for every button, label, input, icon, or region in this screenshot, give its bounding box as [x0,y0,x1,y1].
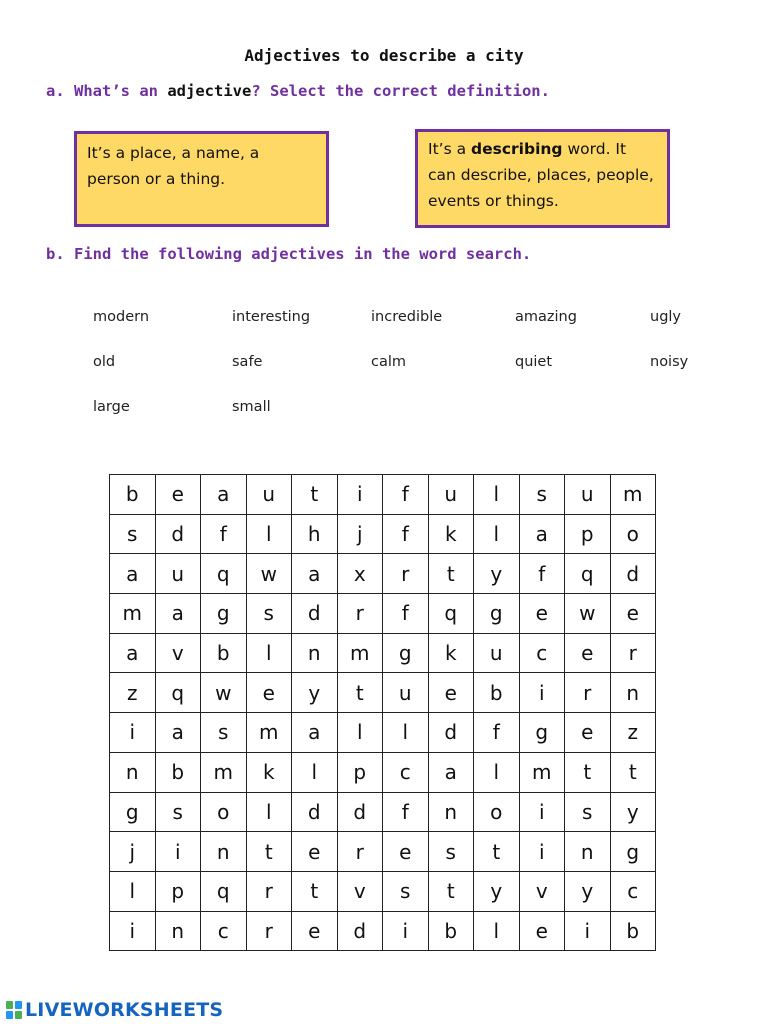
grid-row [110,514,656,554]
grid-cell[interactable]: i [110,911,156,951]
grid-cell[interactable]: j [110,832,156,872]
grid-cell[interactable]: c [201,911,247,951]
grid-cell[interactable]: t [610,752,656,792]
grid-cell[interactable]: i [519,792,565,832]
word-list-item: large [93,399,130,415]
grid-cell[interactable]: c [383,752,429,792]
grid-cell[interactable]: l [474,475,520,515]
grid-cell[interactable]: u [246,475,292,515]
grid-cell[interactable]: l [246,792,292,832]
grid-cell[interactable]: b [610,911,656,951]
grid-row [110,832,656,872]
grid-cell[interactable]: r [565,673,611,713]
grid-cell[interactable]: y [292,673,338,713]
word-search-grid [109,474,656,951]
grid-cell[interactable]: w [201,673,247,713]
grid-cell[interactable]: u [155,554,201,594]
grid-row [110,792,656,832]
grid-cell[interactable]: e [428,673,474,713]
grid-cell[interactable]: f [383,594,429,634]
grid-cell[interactable]: r [337,594,383,634]
grid-cell[interactable]: i [519,673,565,713]
grid-cell[interactable]: i [565,911,611,951]
grid-cell[interactable]: o [201,792,247,832]
grid-row [110,911,656,951]
grid-cell[interactable]: q [565,554,611,594]
grid-cell[interactable]: u [474,633,520,673]
grid-cell[interactable]: r [383,554,429,594]
grid-cell[interactable]: z [110,673,156,713]
grid-cell[interactable]: v [155,633,201,673]
grid-cell[interactable]: r [246,911,292,951]
question-b: b. Find the following adjectives in the word search. [46,245,532,263]
grid-cell[interactable]: u [565,475,611,515]
word-list-item: calm [371,354,407,370]
grid-cell[interactable]: x [337,554,383,594]
grid-cell[interactable]: l [474,514,520,554]
grid-cell[interactable]: g [110,792,156,832]
grid-cell[interactable]: e [292,911,338,951]
grid-cell[interactable]: r [610,633,656,673]
page-title: Adjectives to describe a city [244,46,524,65]
grid-row [110,633,656,673]
grid-cell[interactable]: w [565,594,611,634]
grid-row [110,752,656,792]
grid-cell[interactable]: u [428,475,474,515]
grid-cell[interactable]: l [110,871,156,911]
grid-cell[interactable]: s [246,594,292,634]
grid-cell[interactable]: i [155,832,201,872]
grid-cell[interactable]: k [246,752,292,792]
word-list-item: amazing [515,309,577,325]
grid-cell[interactable]: k [428,514,474,554]
grid-cell[interactable]: y [474,871,520,911]
grid-cell[interactable]: b [428,911,474,951]
grid-cell[interactable]: e [519,911,565,951]
question-a-suffix: ? Select the correct definition. [251,82,550,100]
grid-cell[interactable]: d [428,713,474,753]
definition-option-adjective-after: word. It can describe, places, people, events or things. [428,140,654,210]
grid-cell[interactable]: t [428,871,474,911]
grid-row [110,713,656,753]
grid-cell[interactable]: p [155,871,201,911]
grid-cell[interactable]: y [610,792,656,832]
definition-option-adjective-keyword: describing [471,140,563,158]
grid-cell[interactable]: q [428,594,474,634]
grid-cell[interactable]: n [565,832,611,872]
grid-cell[interactable]: k [428,633,474,673]
grid-cell[interactable]: f [383,792,429,832]
grid-cell[interactable]: l [246,633,292,673]
word-list-item: incredible [371,309,443,325]
grid-cell[interactable]: c [519,633,565,673]
grid-row [110,673,656,713]
grid-cell[interactable]: t [474,832,520,872]
grid-cell[interactable]: f [383,514,429,554]
grid-cell[interactable]: t [246,832,292,872]
grid-cell[interactable]: f [201,514,247,554]
grid-cell[interactable]: p [337,752,383,792]
grid-cell[interactable]: c [610,871,656,911]
grid-cell[interactable]: d [292,594,338,634]
grid-cell[interactable]: g [383,633,429,673]
grid-cell[interactable]: y [565,871,611,911]
grid-cell[interactable]: b [201,633,247,673]
grid-cell[interactable]: a [155,713,201,753]
grid-cell[interactable]: a [292,713,338,753]
grid-cell[interactable]: m [110,594,156,634]
question-a-prefix: a. What’s an [46,82,168,100]
grid-cell[interactable]: n [110,752,156,792]
footer-brand [6,997,223,1023]
grid-cell[interactable]: m [337,633,383,673]
grid-cell[interactable]: s [110,514,156,554]
grid-cell[interactable]: a [292,554,338,594]
word-list-item: small [232,399,271,415]
grid-cell[interactable]: f [383,475,429,515]
grid-cell[interactable]: n [155,911,201,951]
grid-cell[interactable]: a [201,475,247,515]
grid-cell[interactable]: w [246,554,292,594]
grid-cell[interactable]: e [565,633,611,673]
grid-cell[interactable]: g [610,832,656,872]
liveworksheets-logo-icon [6,1001,22,1019]
word-list-item: quiet [515,354,553,370]
grid-cell[interactable]: n [428,792,474,832]
grid-cell[interactable]: e [155,475,201,515]
word-list-item: ugly [650,309,682,325]
grid-cell[interactable]: h [292,514,338,554]
word-list [0,0,768,440]
grid-cell[interactable]: t [292,871,338,911]
grid-cell[interactable]: e [292,832,338,872]
grid-cell[interactable]: s [383,871,429,911]
grid-cell[interactable]: i [519,832,565,872]
grid-cell[interactable]: t [292,475,338,515]
grid-row [110,475,656,515]
grid-cell[interactable]: a [110,554,156,594]
word-list-item: interesting [232,309,311,325]
grid-cell[interactable]: l [383,713,429,753]
grid-cell[interactable]: e [610,594,656,634]
grid-cell[interactable]: d [337,911,383,951]
brand-name: LIVEWORKSHEETS [25,999,224,1021]
grid-cell[interactable]: o [474,792,520,832]
grid-cell[interactable]: e [565,713,611,753]
grid-cell[interactable]: z [610,713,656,753]
grid-cell[interactable]: a [110,633,156,673]
grid-cell[interactable]: f [519,554,565,594]
grid-row [110,871,656,911]
grid-cell[interactable]: t [337,673,383,713]
grid-cell[interactable]: i [337,475,383,515]
grid-cell[interactable]: i [110,713,156,753]
grid-cell[interactable]: t [428,554,474,594]
grid-cell[interactable]: n [201,832,247,872]
word-list-item: noisy [650,354,689,370]
grid-row [110,554,656,594]
grid-cell[interactable]: a [155,594,201,634]
grid-cell[interactable]: a [428,752,474,792]
grid-cell[interactable]: o [610,514,656,554]
grid-cell[interactable]: e [246,673,292,713]
grid-cell[interactable]: s [519,475,565,515]
grid-cell[interactable]: s [201,713,247,753]
grid-cell[interactable]: l [474,911,520,951]
definition-option-noun-text: It’s a place, a name, a person or a thing. [87,144,260,188]
grid-cell[interactable]: d [292,792,338,832]
word-list-item: old [93,354,116,370]
grid-cell[interactable]: m [201,752,247,792]
grid-cell[interactable]: s [155,792,201,832]
grid-cell[interactable]: q [155,673,201,713]
grid-cell[interactable]: m [246,713,292,753]
grid-cell[interactable]: r [337,832,383,872]
grid-cell[interactable]: d [155,514,201,554]
question-a-keyword: adjective [167,82,252,100]
grid-cell[interactable]: n [292,633,338,673]
grid-cell[interactable]: i [383,911,429,951]
grid-cell[interactable]: y [474,554,520,594]
grid-cell[interactable]: n [610,673,656,713]
grid-cell[interactable]: g [519,713,565,753]
grid-cell[interactable]: v [519,871,565,911]
grid-cell[interactable]: g [201,594,247,634]
grid-cell[interactable]: t [565,752,611,792]
grid-cell[interactable]: l [474,752,520,792]
grid-cell[interactable]: p [565,514,611,554]
grid-cell[interactable]: q [201,871,247,911]
word-list-item: modern [93,309,150,325]
grid-cell[interactable]: l [292,752,338,792]
grid-cell[interactable]: e [519,594,565,634]
grid-cell[interactable]: e [383,832,429,872]
grid-cell[interactable]: f [474,713,520,753]
grid-cell[interactable]: d [610,554,656,594]
grid-cell[interactable]: b [155,752,201,792]
grid-cell[interactable]: s [428,832,474,872]
grid-cell[interactable]: g [474,594,520,634]
grid-cell[interactable]: u [383,673,429,713]
grid-cell[interactable]: s [565,792,611,832]
grid-cell[interactable]: v [337,871,383,911]
definition-option-adjective-before: It’s a [428,140,472,158]
grid-cell[interactable]: l [337,713,383,753]
grid-cell[interactable]: l [246,514,292,554]
grid-cell[interactable]: q [201,554,247,594]
grid-cell[interactable]: j [337,514,383,554]
word-list-item: safe [232,354,263,370]
grid-cell[interactable]: r [246,871,292,911]
grid-cell[interactable]: b [474,673,520,713]
grid-cell[interactable]: d [337,792,383,832]
grid-cell[interactable]: a [519,514,565,554]
grid-cell[interactable]: m [519,752,565,792]
grid-row [110,594,656,634]
grid-cell[interactable]: m [610,475,656,515]
grid-cell[interactable]: b [110,475,156,515]
